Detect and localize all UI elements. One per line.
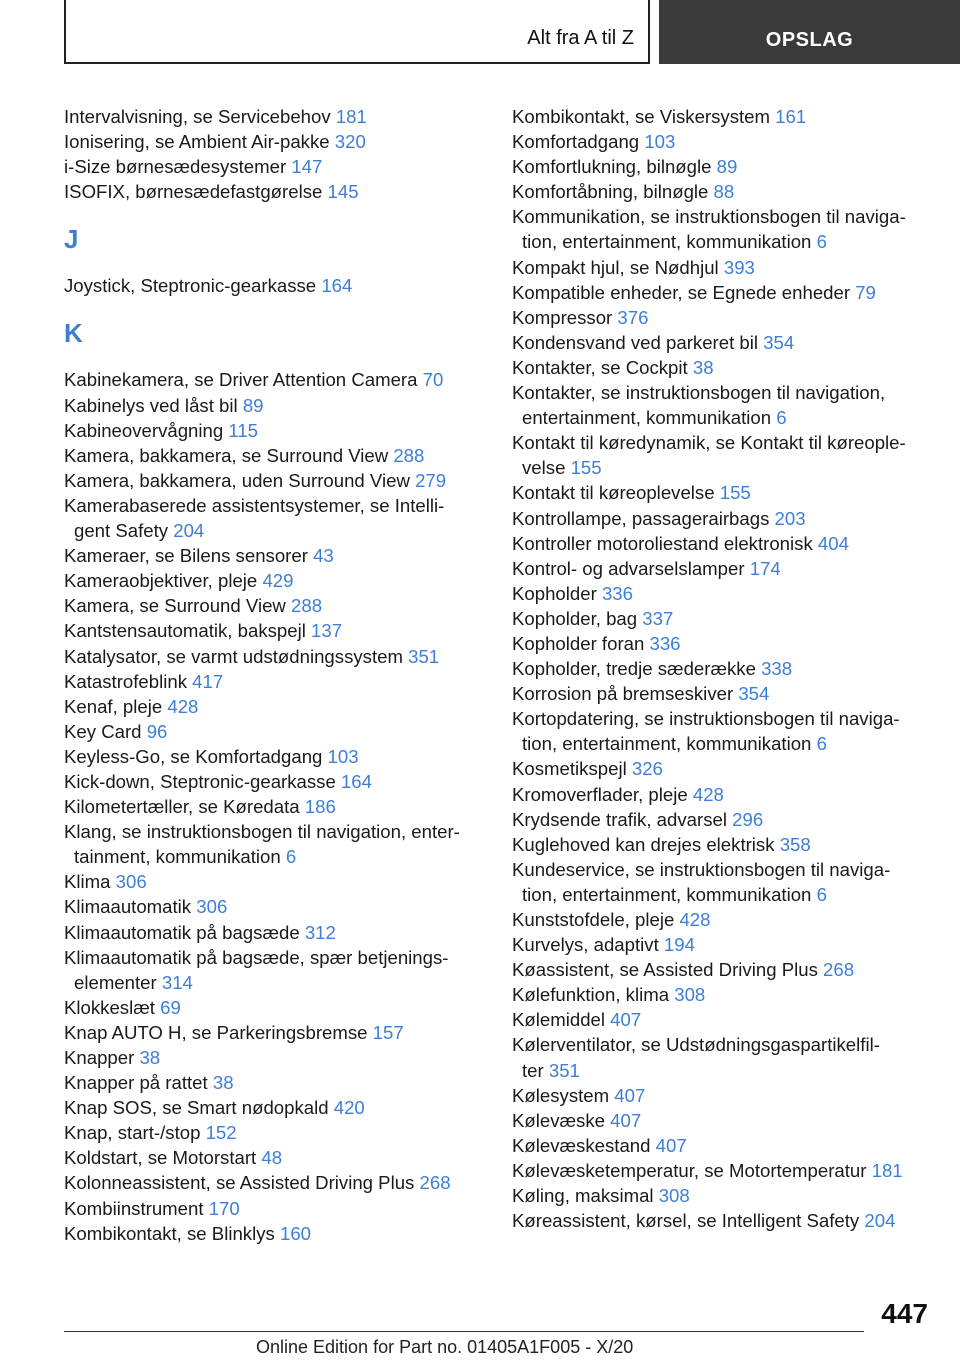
index-entry bbox=[512, 305, 932, 330]
page-link[interactable]: 157 bbox=[372, 1021, 404, 1043]
index-entry bbox=[512, 430, 932, 480]
page-link[interactable]: 288 bbox=[291, 595, 323, 617]
index-entry-text: Køassistent, se Assisted Driving Plus bbox=[512, 959, 824, 981]
page-link[interactable]: 6 bbox=[776, 407, 787, 429]
index-entry-text: Kompressor bbox=[512, 306, 618, 328]
index-entry bbox=[512, 581, 932, 606]
index-entry bbox=[512, 907, 932, 932]
index-entry bbox=[64, 129, 484, 154]
page-link[interactable]: 70 bbox=[422, 369, 444, 391]
page-link[interactable]: 288 bbox=[393, 444, 425, 466]
page-link[interactable]: 6 bbox=[816, 733, 827, 755]
index-entry bbox=[512, 556, 932, 581]
index-entry bbox=[512, 204, 932, 254]
index-entry-text: Koldstart, se Motorstart bbox=[64, 1147, 262, 1169]
page-link[interactable]: 268 bbox=[419, 1172, 451, 1194]
index-letter-heading: K bbox=[64, 318, 83, 349]
page-link[interactable]: 147 bbox=[291, 156, 323, 178]
page-link[interactable]: 69 bbox=[160, 996, 181, 1018]
page-link[interactable]: 407 bbox=[610, 1009, 642, 1031]
index-entry bbox=[64, 719, 484, 744]
page-link[interactable]: 268 bbox=[823, 959, 855, 981]
index-entry bbox=[64, 493, 484, 543]
page-link[interactable]: 306 bbox=[196, 896, 228, 918]
page-link[interactable]: 312 bbox=[304, 921, 336, 943]
index-entry bbox=[512, 255, 932, 280]
index-entry-text: Kortopdatering, se instruktionsbogen til naviga- tion, entertainment, kommunikation bbox=[512, 708, 900, 755]
index-entry-text: Kontroller motoroliestand elektronisk bbox=[512, 532, 818, 554]
footer-divider bbox=[64, 1331, 864, 1332]
index-entry-text: Kølesystem bbox=[512, 1084, 615, 1106]
index-entry bbox=[64, 179, 484, 204]
page-link[interactable]: 204 bbox=[864, 1210, 896, 1232]
index-entry-text: Kameraer, se Bilens sensorer bbox=[64, 545, 314, 567]
page-link[interactable]: 279 bbox=[415, 469, 447, 491]
page-number: 447 bbox=[881, 1298, 928, 1329]
index-entry bbox=[64, 418, 484, 443]
page-link[interactable]: 164 bbox=[340, 770, 372, 792]
page-link[interactable]: 337 bbox=[642, 607, 674, 629]
index-entry-text: Kølevæskestand bbox=[512, 1134, 656, 1156]
index-entry-text: Katastrofeblink bbox=[64, 670, 193, 692]
index-column-right bbox=[512, 104, 932, 1233]
page-link[interactable]: 89 bbox=[242, 394, 264, 416]
index-entry bbox=[512, 606, 932, 631]
index-entry bbox=[64, 945, 484, 995]
index-entry-text: Kantstensautomatik, bakspejl bbox=[64, 620, 312, 642]
index-entry-text: Komfortlukning, bilnøgle bbox=[512, 156, 717, 178]
index-entry-text: Kabinekamera, se Driver Attention Camera bbox=[64, 369, 423, 391]
index-entry-text: Klokkeslæt bbox=[64, 996, 161, 1018]
page-link[interactable]: 194 bbox=[663, 934, 695, 956]
index-entry-text: Key Card bbox=[64, 720, 147, 742]
page-link[interactable]: 79 bbox=[855, 281, 876, 303]
page-link[interactable]: 407 bbox=[655, 1134, 687, 1156]
page-link[interactable]: 428 bbox=[167, 695, 199, 717]
index-entry bbox=[64, 644, 484, 669]
index-entry bbox=[64, 1095, 484, 1120]
index-entry bbox=[64, 769, 484, 794]
page-link[interactable]: 38 bbox=[139, 1047, 161, 1068]
index-entry-text: Kopholder bbox=[512, 582, 602, 604]
index-entry bbox=[512, 1208, 932, 1233]
index-entry bbox=[512, 656, 932, 681]
index-entry-text: Korrosion på bremseskiver bbox=[512, 683, 739, 705]
page-link[interactable]: 338 bbox=[761, 658, 793, 680]
page-link[interactable]: 407 bbox=[614, 1084, 646, 1106]
page-link[interactable]: 417 bbox=[192, 670, 224, 692]
page-link[interactable]: 314 bbox=[161, 971, 193, 993]
index-entry bbox=[512, 531, 932, 556]
page-link[interactable]: 164 bbox=[321, 275, 353, 297]
page-link[interactable]: 428 bbox=[692, 783, 724, 805]
page-link[interactable]: 181 bbox=[335, 106, 367, 127]
index-entry bbox=[512, 857, 932, 907]
index-entry-text: Kopholder, tredje sæderække bbox=[512, 658, 762, 680]
page-link[interactable]: 376 bbox=[617, 306, 649, 328]
index-entry-text: Kølemiddel bbox=[512, 1009, 611, 1031]
page-link[interactable]: 145 bbox=[327, 181, 359, 203]
index-entry-text: Kølefunktion, klima bbox=[512, 984, 675, 1006]
page-link[interactable]: 170 bbox=[208, 1197, 240, 1219]
section-title: Alt fra A til Z bbox=[527, 27, 634, 49]
page-link[interactable]: 336 bbox=[649, 632, 681, 654]
index-entry-text: Kamera, bakkamera, se Surround View bbox=[64, 444, 394, 466]
page-link[interactable]: 174 bbox=[749, 557, 781, 579]
page-link[interactable]: 38 bbox=[692, 356, 714, 378]
index-entry-text: ISOFIX, børnesædefastgørelse bbox=[64, 181, 328, 203]
index-entry-text: Kontakter, se Cockpit bbox=[512, 356, 693, 378]
page-link[interactable]: 103 bbox=[644, 131, 676, 153]
page-link[interactable]: 336 bbox=[601, 582, 633, 604]
index-entry-text: Kenaf, pleje bbox=[64, 695, 168, 717]
page-link[interactable]: 354 bbox=[738, 683, 770, 705]
index-entry bbox=[64, 593, 484, 618]
index-entry-text: Kølevæsketemperatur, se Motortemperatur bbox=[512, 1159, 872, 1181]
index-entry bbox=[64, 443, 484, 468]
index-entry bbox=[64, 618, 484, 643]
page-link[interactable]: 308 bbox=[674, 984, 706, 1006]
index-entry-text: Køreassistent, kørsel, se Intelligent Safety bbox=[512, 1210, 865, 1232]
tab-label: OPSLAG bbox=[765, 29, 854, 51]
index-entry-text: Kamerabaserede assistentsystemer, se Intelli- gent Safety bbox=[64, 494, 445, 542]
page-link[interactable]: 6 bbox=[816, 883, 827, 905]
index-entry bbox=[512, 782, 932, 807]
index-entry bbox=[64, 1170, 484, 1195]
index-entry-text: Komfortadgang bbox=[512, 131, 645, 153]
index-entry-text: Kurvelys, adaptivt bbox=[512, 934, 664, 956]
index-entry-text: Kamera, bakkamera, uden Surround View bbox=[64, 469, 416, 491]
index-entry bbox=[64, 869, 484, 894]
page-link[interactable]: 429 bbox=[262, 570, 294, 592]
index-entry bbox=[64, 894, 484, 919]
page-link[interactable]: 88 bbox=[713, 181, 735, 203]
index-entry-text: Kølevæske bbox=[512, 1109, 611, 1131]
index-entry bbox=[512, 932, 932, 957]
index-entry-text: Kompatible enheder, se Egnede enheder bbox=[512, 281, 856, 303]
index-entry bbox=[64, 543, 484, 568]
index-entry bbox=[512, 1108, 932, 1133]
edition-text: Online Edition for Part no. 01405A1F005 - X/20 bbox=[256, 1337, 634, 1357]
index-entry-text: Kontakter, se instruktionsbogen til navigation, entertainment, kommunikation bbox=[512, 382, 886, 429]
index-entry bbox=[512, 1083, 932, 1108]
page-link[interactable]: 354 bbox=[763, 331, 795, 353]
page-link[interactable]: 204 bbox=[173, 520, 205, 542]
page-link[interactable]: 404 bbox=[817, 532, 849, 554]
page-link[interactable]: 152 bbox=[205, 1122, 237, 1144]
page-link[interactable]: 38 bbox=[212, 1072, 234, 1094]
page-link[interactable]: 393 bbox=[723, 256, 755, 278]
index-entry bbox=[64, 1070, 484, 1095]
index-entry-text: Kondensvand ved parkeret bil bbox=[512, 331, 764, 353]
index-entry-text: Kontrollampe, passagerairbags bbox=[512, 507, 775, 529]
index-entry-text: Kundeservice, se instruktionsbogen til naviga- tion, entertainment, kommunikation bbox=[512, 858, 891, 905]
index-entry-text: Kameraobjektiver, pleje bbox=[64, 570, 263, 592]
index-entry-text: Køling, maksimal bbox=[512, 1185, 659, 1207]
index-entry-text: Knap SOS, se Smart nødopkald bbox=[64, 1097, 334, 1119]
index-entry bbox=[512, 1133, 932, 1158]
index-entry-text: Keyless-Go, se Komfortadgang bbox=[64, 745, 328, 767]
index-entry-text: Knap AUTO H, se Parkeringsbremse bbox=[64, 1021, 373, 1043]
page-link[interactable]: 103 bbox=[327, 745, 359, 767]
index-entry-text: Kopholder, bag bbox=[512, 607, 643, 629]
index-entry-text: Kontakt til køreoplevelse bbox=[512, 482, 720, 504]
index-entry-text: Knapper bbox=[64, 1047, 140, 1068]
page-link[interactable]: 6 bbox=[816, 231, 827, 253]
index-entry bbox=[64, 393, 484, 418]
page-link[interactable]: 420 bbox=[333, 1097, 365, 1119]
page-link[interactable]: 181 bbox=[871, 1159, 903, 1181]
page-link[interactable]: 155 bbox=[570, 457, 602, 479]
page-link[interactable]: 137 bbox=[311, 620, 343, 642]
index-entry-text: Kuglehoved kan drejes elektrisk bbox=[512, 833, 780, 855]
index-entry-text: Kølerventilator, se Udstødningsgaspartikelfil- ter bbox=[512, 1034, 880, 1081]
index-entry-text: Knap, start-/stop bbox=[64, 1122, 206, 1144]
index-entry-text: Kombikontakt, se Blinklys bbox=[64, 1222, 280, 1244]
index-entry bbox=[64, 1221, 484, 1246]
index-entry-text: Kompakt hjul, se Nødhjul bbox=[512, 256, 724, 278]
index-entry bbox=[64, 568, 484, 593]
index-entry-text: Kontrol- og advarselslamper bbox=[512, 557, 750, 579]
page-link[interactable]: 428 bbox=[679, 909, 711, 930]
page-link[interactable]: 203 bbox=[774, 507, 806, 529]
index-entry-text: Kunststofdele, pleje bbox=[512, 909, 680, 930]
index-entry bbox=[64, 1020, 484, 1045]
page-link[interactable]: 89 bbox=[716, 156, 738, 178]
index-entry bbox=[512, 706, 932, 756]
tab-opslag[interactable] bbox=[659, 0, 960, 64]
index-entry-text: Klimaautomatik på bagsæde, spær betjenings- elementer bbox=[64, 946, 449, 993]
page-link[interactable]: 96 bbox=[146, 720, 168, 742]
index-entry-text: Knapper på rattet bbox=[64, 1072, 213, 1094]
index-letter-heading: J bbox=[64, 224, 79, 255]
page-link[interactable]: 358 bbox=[779, 833, 811, 855]
index-entry-text: Krydsende trafik, advarsel bbox=[512, 808, 733, 830]
page-link[interactable]: 48 bbox=[261, 1147, 283, 1169]
page-link[interactable]: 155 bbox=[719, 482, 751, 504]
index-entry bbox=[512, 280, 932, 305]
index-entry-text: Katalysator, se varmt udstødningssystem bbox=[64, 645, 409, 667]
index-entry bbox=[64, 273, 484, 298]
index-entry-text: Kontakt til køredynamik, se Kontakt til køreople- velse bbox=[512, 432, 906, 479]
page-link[interactable]: 326 bbox=[631, 758, 663, 780]
index-entry-text: Intervalvisning, se Servicebehov bbox=[64, 106, 336, 127]
index-entry bbox=[64, 1045, 484, 1070]
page-link[interactable]: 160 bbox=[279, 1222, 312, 1244]
index-entry-text: Kromoverflader, pleje bbox=[512, 783, 693, 805]
page-link[interactable]: 43 bbox=[313, 545, 334, 567]
page-link[interactable]: 351 bbox=[408, 645, 440, 667]
index-entry bbox=[64, 669, 484, 694]
index-entry bbox=[512, 1158, 932, 1183]
index-entry bbox=[512, 832, 932, 857]
page-link[interactable]: 407 bbox=[610, 1109, 642, 1131]
index-entry bbox=[512, 982, 932, 1007]
index-entry bbox=[512, 1032, 932, 1082]
index-entry-text: Joystick, Steptronic-gearkasse bbox=[64, 275, 322, 297]
index-entry-text: Kolonneassistent, se Assisted Driving Plus bbox=[64, 1172, 420, 1194]
index-column-left bbox=[64, 104, 484, 1246]
index-entry bbox=[512, 631, 932, 656]
index-entry-text: Kombiinstrument bbox=[64, 1197, 209, 1219]
index-entry bbox=[64, 920, 484, 945]
index-entry bbox=[512, 104, 932, 129]
page-link[interactable]: 306 bbox=[115, 871, 147, 893]
index-entry bbox=[512, 380, 932, 430]
index-entry-text: Kombikontakt, se Viskersystem bbox=[512, 106, 776, 127]
page-link[interactable]: 6 bbox=[285, 846, 297, 868]
page-link[interactable]: 308 bbox=[658, 1185, 690, 1207]
index-entry-text: Kick-down, Steptronic-gearkasse bbox=[64, 770, 341, 792]
index-entry bbox=[64, 744, 484, 769]
index-entry bbox=[512, 506, 932, 531]
index-entry bbox=[64, 154, 484, 179]
index-entry bbox=[512, 154, 932, 179]
index-entry-text: Kabinelys ved låst bil bbox=[64, 394, 243, 416]
index-entry-text: Komfortåbning, bilnøgle bbox=[512, 181, 714, 203]
page-link[interactable]: 186 bbox=[304, 796, 336, 818]
index-entry-text: Kosmetikspejl bbox=[512, 758, 632, 780]
index-entry-text: Kilometertæller, se Køredata bbox=[64, 796, 305, 818]
index-entry bbox=[64, 694, 484, 719]
index-entry-text: Klimaautomatik på bagsæde bbox=[64, 921, 305, 943]
index-entry bbox=[512, 807, 932, 832]
section-title-box bbox=[64, 0, 650, 64]
index-entry bbox=[64, 794, 484, 819]
page-link[interactable]: 161 bbox=[775, 106, 807, 127]
page-link[interactable]: 320 bbox=[334, 131, 366, 153]
index-entry bbox=[512, 681, 932, 706]
index-entry bbox=[64, 1196, 484, 1221]
index-entry bbox=[512, 129, 932, 154]
index-entry bbox=[64, 104, 484, 129]
page-header bbox=[64, 0, 960, 64]
index-entry bbox=[512, 179, 932, 204]
index-entry bbox=[512, 1183, 932, 1208]
page-link[interactable]: 296 bbox=[732, 808, 764, 830]
index-entry bbox=[64, 367, 484, 392]
index-entry bbox=[512, 1007, 932, 1032]
index-entry-text: Ionisering, se Ambient Air-pakke bbox=[64, 131, 335, 153]
index-entry bbox=[64, 995, 484, 1020]
index-entry bbox=[512, 756, 932, 781]
index-entry bbox=[64, 1145, 484, 1170]
index-entry-text: Kommunikation, se instruktionsbogen til naviga- tion, entertainment, kommunikation bbox=[512, 206, 906, 253]
index-entry bbox=[64, 468, 484, 493]
index-entry-text: Klimaautomatik bbox=[64, 896, 197, 918]
index-entry-text: Kabineovervågning bbox=[64, 419, 229, 441]
index-entry bbox=[64, 1120, 484, 1145]
index-entry-text: Kamera, se Surround View bbox=[64, 595, 292, 617]
index-entry bbox=[512, 957, 932, 982]
index-entry bbox=[64, 819, 484, 869]
index-entry-text: Klima bbox=[64, 871, 116, 893]
index-entry bbox=[512, 480, 932, 505]
index-entry-text: Kopholder foran bbox=[512, 632, 650, 654]
index-entry bbox=[512, 355, 932, 380]
page-link[interactable]: 115 bbox=[228, 419, 259, 441]
index-entry-text: Klang, se instruktionsbogen til navigation, enter- tainment, kommunikation bbox=[64, 821, 460, 868]
index-entry-text: i-Size børnesædesystemer bbox=[64, 156, 292, 178]
index-entry bbox=[512, 330, 932, 355]
page-link[interactable]: 351 bbox=[548, 1059, 580, 1081]
